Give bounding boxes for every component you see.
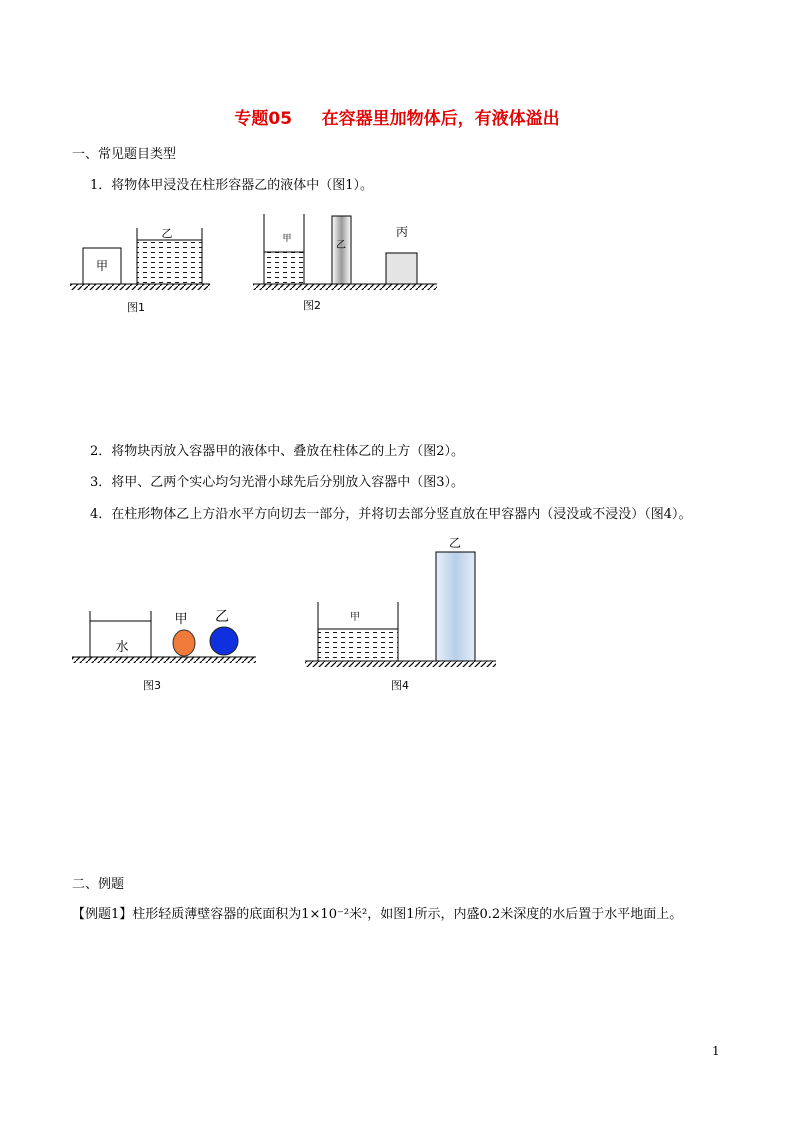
liquid <box>318 629 398 661</box>
ground-hatch <box>72 657 256 663</box>
liquid <box>264 252 304 284</box>
item-1: 1．将物体甲浸没在柱形容器乙的液体中（图1）。 <box>90 178 374 193</box>
ground-hatch <box>253 284 437 290</box>
label-yi: 乙 <box>448 536 462 550</box>
figure-3-caption: 图3 <box>143 679 161 692</box>
label-jia: 甲 <box>282 234 292 244</box>
block-bing <box>386 253 417 284</box>
figure-4-caption: 图4 <box>391 679 409 692</box>
figure-1 <box>70 220 215 320</box>
liquid <box>137 240 202 284</box>
label-yi: 乙 <box>336 240 346 251</box>
label-bing: 丙 <box>395 225 409 239</box>
example-1: 【例题1】柱形轻质薄壁容器的底面积为1×10⁻²米²，如图1所示，内盛0.2米深度的水后置于水平地面上。 <box>72 907 683 922</box>
figure-3 <box>70 595 260 700</box>
item-3: 3．将甲、乙两个实心均匀光滑小球先后分别放入容器中（图3）。 <box>90 475 465 490</box>
label-yi: 乙 <box>161 227 173 240</box>
section-heading-2: 二、例题 <box>72 877 125 892</box>
ground-hatch <box>70 284 210 290</box>
item-2: 2．将物块丙放入容器甲的液体中、叠放在柱体乙的上方（图2）。 <box>90 444 465 459</box>
label-yi: 乙 <box>215 609 229 625</box>
ball-jia <box>173 630 195 656</box>
label-jia: 甲 <box>95 259 109 273</box>
figure-1-caption: 图1 <box>127 301 145 314</box>
page-number: 1 <box>712 1044 720 1058</box>
label-jia: 甲 <box>174 612 188 627</box>
label-jia: 甲 <box>350 612 360 623</box>
figure-4 <box>300 530 500 700</box>
ball-yi <box>210 627 238 655</box>
page-title: 专题05 在容器里加物体后，有液体溢出 <box>234 109 560 129</box>
section-heading-1: 一、常见题目类型 <box>72 147 177 162</box>
figure-2-caption: 图2 <box>303 299 321 312</box>
item-4: 4．在柱形物体乙上方沿水平方向切去一部分，并将切去部分竖直放在甲容器内（浸没或不浸没）（图4）。 <box>90 507 692 522</box>
cylinder-yi <box>436 552 475 661</box>
figure-2 <box>250 210 440 320</box>
ground-hatch <box>305 661 496 667</box>
label-water: 水 <box>115 640 129 655</box>
